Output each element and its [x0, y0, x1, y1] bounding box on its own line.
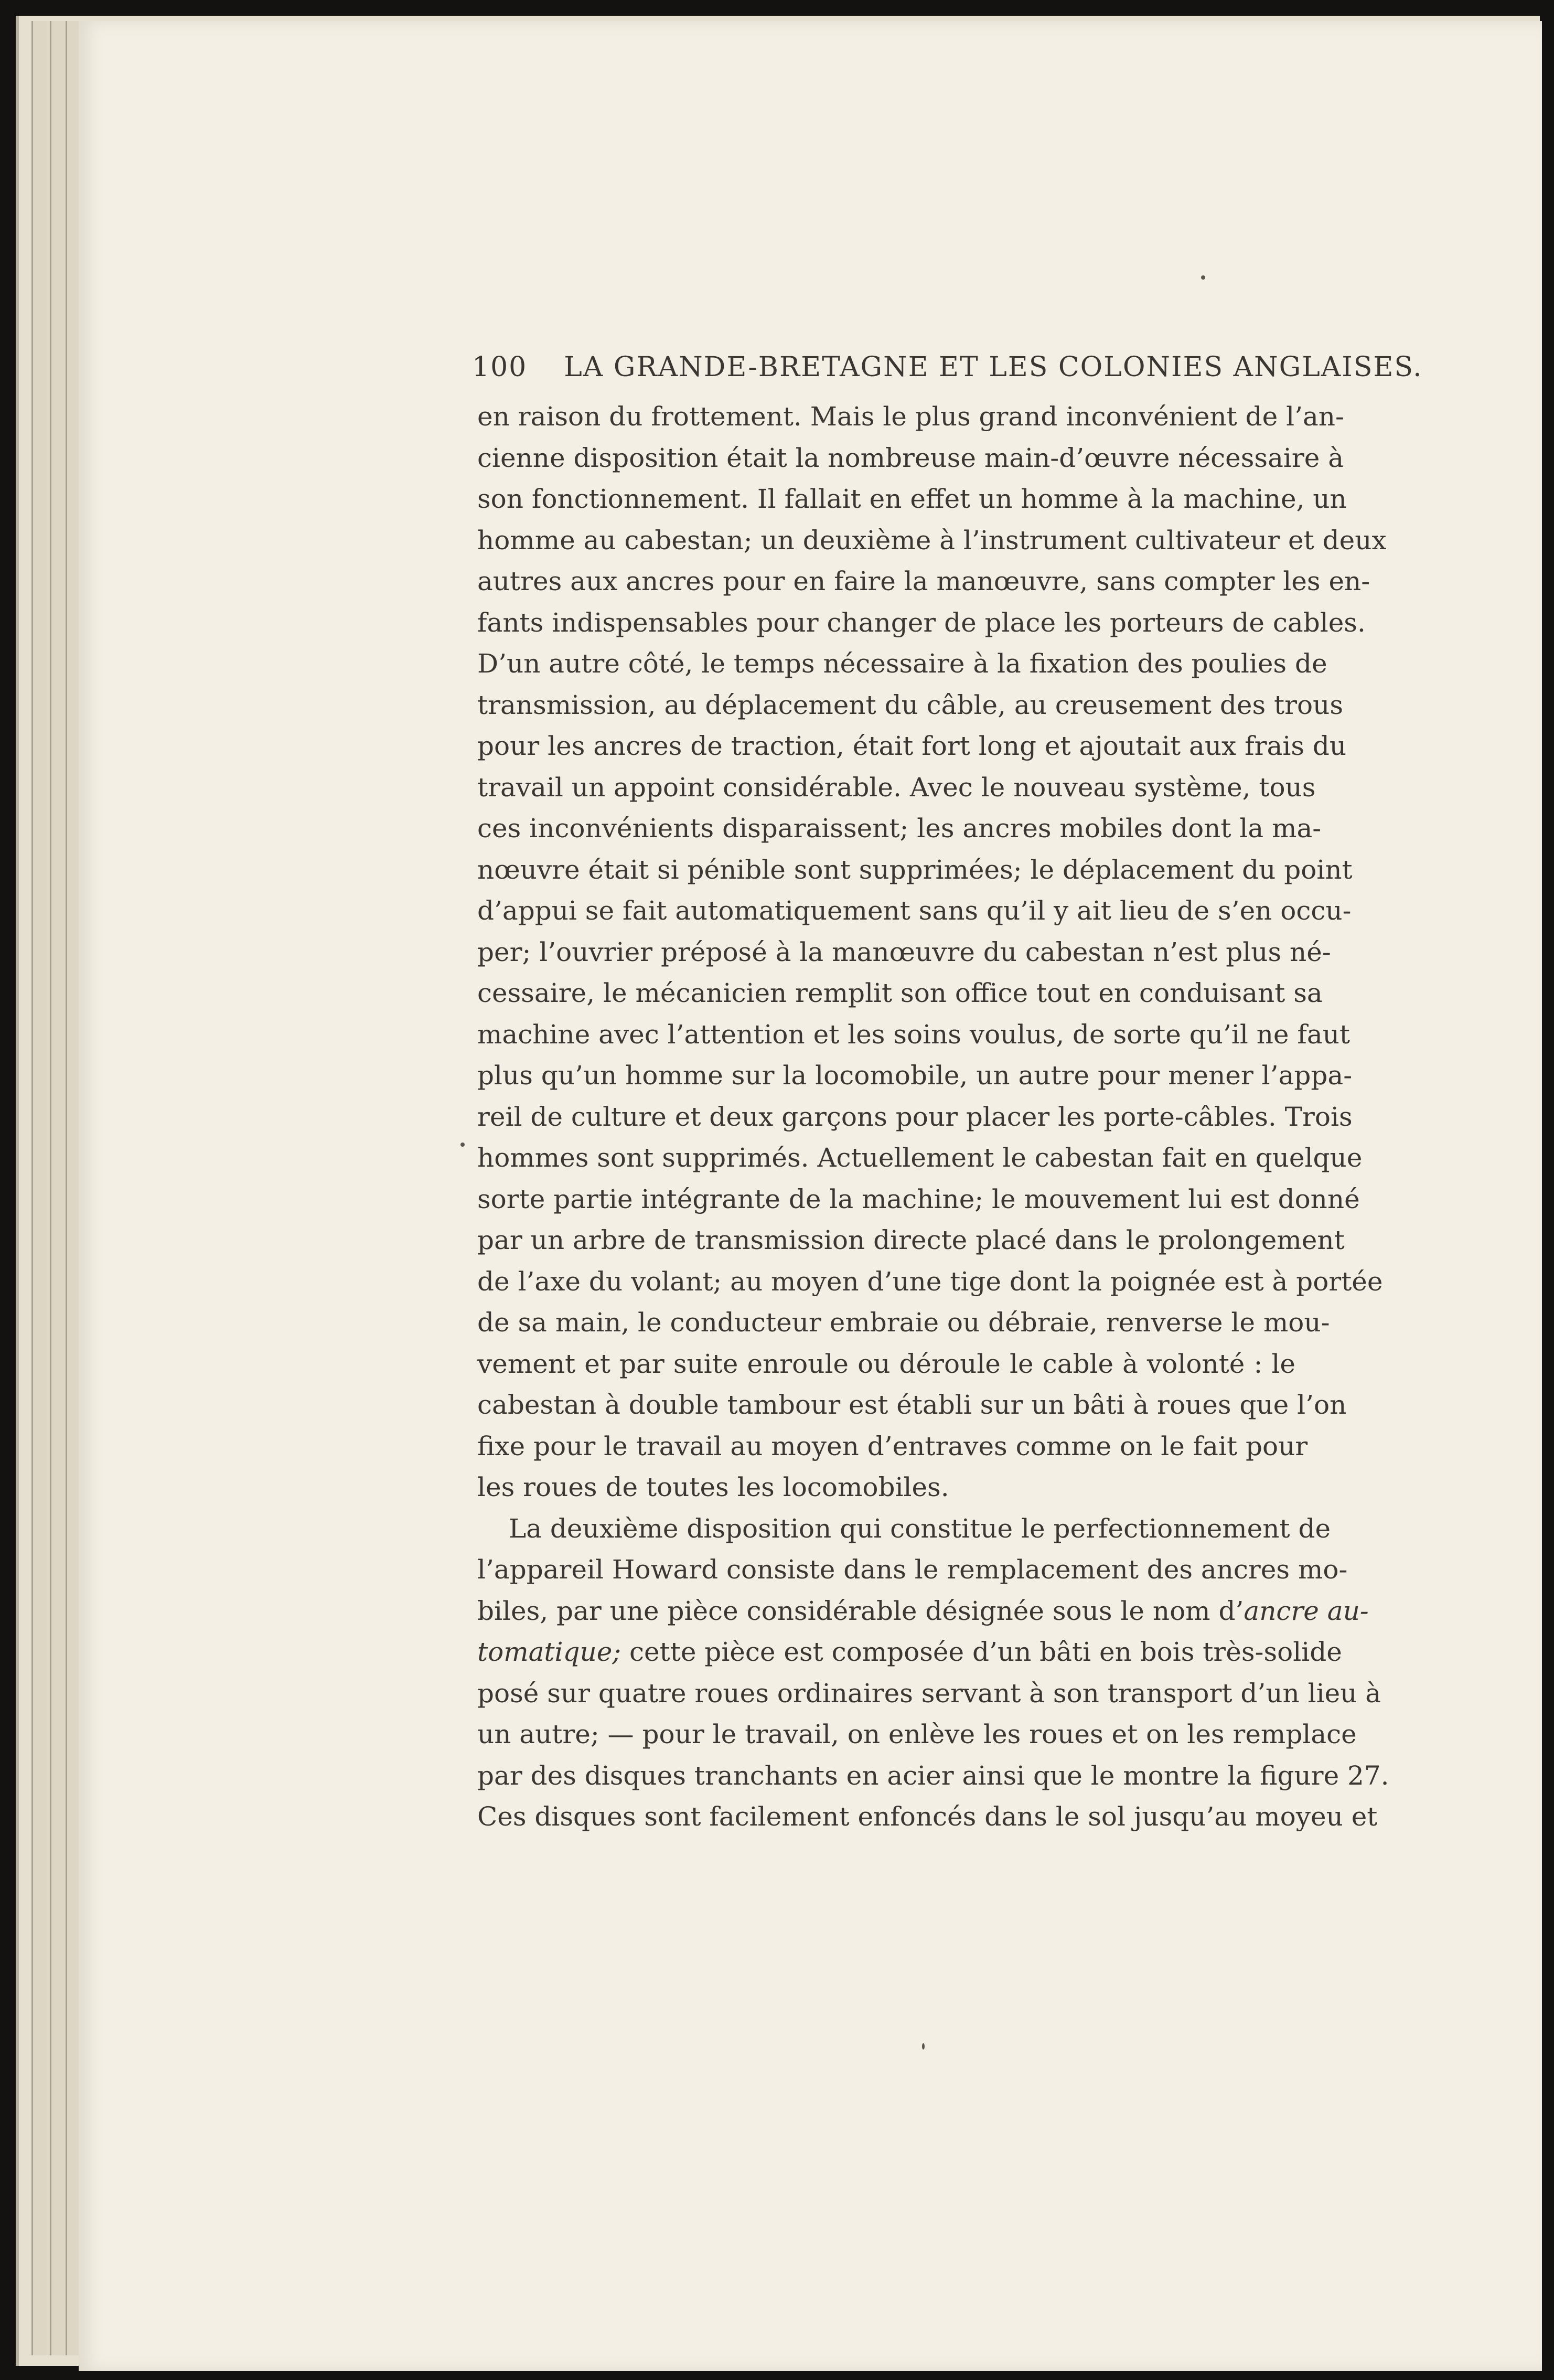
italic-term: ancre au-: [1244, 1595, 1369, 1626]
text-line: les roues de toutes les locomobiles.: [477, 1472, 949, 1502]
text-line: plus qu’un homme sur la locomobile, un autre pour mener l’appa-: [477, 1060, 1353, 1091]
text-line: D’un autre côté, le temps nécessaire à la fixation des poulies de: [477, 648, 1327, 679]
text-line: [477, 1631, 1342, 1673]
text-line: fants indispensables pour changer de place les porteurs de cables.: [477, 607, 1366, 638]
page-number: 100: [472, 351, 528, 383]
text-line: machine avec l’attention et les soins voulus, de sorte qu’il ne faut: [477, 1019, 1351, 1050]
text-line: par des disques tranchants en acier ainsi que le montre la figure 27.: [477, 1760, 1389, 1791]
text-line: de l’axe du volant; au moyen d’une tige dont la poignée est à portée: [477, 1266, 1383, 1297]
text-run: biles, par une pièce considérable désignée sous le nom d’: [477, 1595, 1244, 1626]
text-line: ces inconvénients disparaissent; les ancres mobiles dont la ma-: [477, 813, 1322, 844]
text-line: par un arbre de transmission directe placé dans le prolongement: [477, 1225, 1345, 1255]
text-line: posé sur quatre roues ordinaires servant à son transport d’un lieu à: [477, 1678, 1381, 1709]
text-line: de sa main, le conducteur embraie ou débraie, renverse le mou-: [477, 1307, 1330, 1338]
text-line: reil de culture et deux garçons pour placer les porte-câbles. Trois: [477, 1101, 1353, 1132]
text-line: Ces disques sont facilement enfoncés dans le sol jusqu’au moyeu et: [477, 1801, 1378, 1832]
text-line: pour les ancres de traction, était fort long et ajoutait aux frais du: [477, 731, 1347, 761]
text-line: fixe pour le travail au moyen d’entraves comme on le fait pour: [477, 1431, 1308, 1461]
text-line: per; l’ouvrier préposé à la manœuvre du cabestan n’est plus né-: [477, 936, 1331, 967]
text-line: homme au cabestan; un deuxième à l’instrument cultivateur et deux: [477, 525, 1387, 556]
text-line: nœuvre était si pénible sont supprimées; le déplacement du point: [477, 854, 1353, 885]
text-line: l’appareil Howard consiste dans le remplacement des ancres mo-: [477, 1554, 1348, 1585]
text-line: un autre; — pour le travail, on enlève les roues et on les remplace: [477, 1719, 1357, 1749]
text-line: [477, 1591, 1369, 1632]
text-run: cette pièce est composée d’un bâti en bois très-solide: [621, 1637, 1342, 1667]
text-line: La deuxième disposition qui constitue le perfectionnement de: [509, 1513, 1331, 1544]
running-title: LA GRANDE-BRETAGNE ET LES COLONIES ANGLAISES.: [564, 351, 1423, 383]
text-line: transmission, au déplacement du câble, au creusement des trous: [477, 689, 1344, 720]
paper-speck: [1201, 275, 1205, 280]
text-line: cabestan à double tambour est établi sur un bâti à roues que l’on: [477, 1390, 1347, 1420]
text-line: vement et par suite enroule ou déroule le cable à volonté : le: [477, 1348, 1295, 1379]
body-text: [477, 396, 1389, 1832]
italic-term: tomatique;: [477, 1637, 621, 1667]
running-head: [472, 351, 1423, 393]
paper-speck: [922, 2043, 925, 2050]
text-line: autres aux ancres pour en faire la manœuvre, sans compter les en-: [477, 566, 1370, 596]
text-line: cessaire, le mécanicien remplit son office tout en conduisant sa: [477, 978, 1323, 1008]
text-line: en raison du frottement. Mais le plus grand inconvénient de l’an-: [477, 401, 1344, 432]
text-line: travail un appoint considérable. Avec le nouveau système, tous: [477, 772, 1316, 803]
paper-speck: [460, 1143, 465, 1147]
text-line: cienne disposition était la nombreuse main-d’œuvre nécessaire à: [477, 442, 1344, 473]
text-line: son fonctionnement. Il fallait en effet un homme à la machine, un: [477, 484, 1347, 514]
text-line: hommes sont supprimés. Actuellement le cabestan fait en quelque: [477, 1143, 1363, 1173]
text-line: d’appui se fait automatiquement sans qu’il y ait lieu de s’en occu-: [477, 895, 1352, 926]
text-line: sorte partie intégrante de la machine; le mouvement lui est donné: [477, 1183, 1360, 1214]
